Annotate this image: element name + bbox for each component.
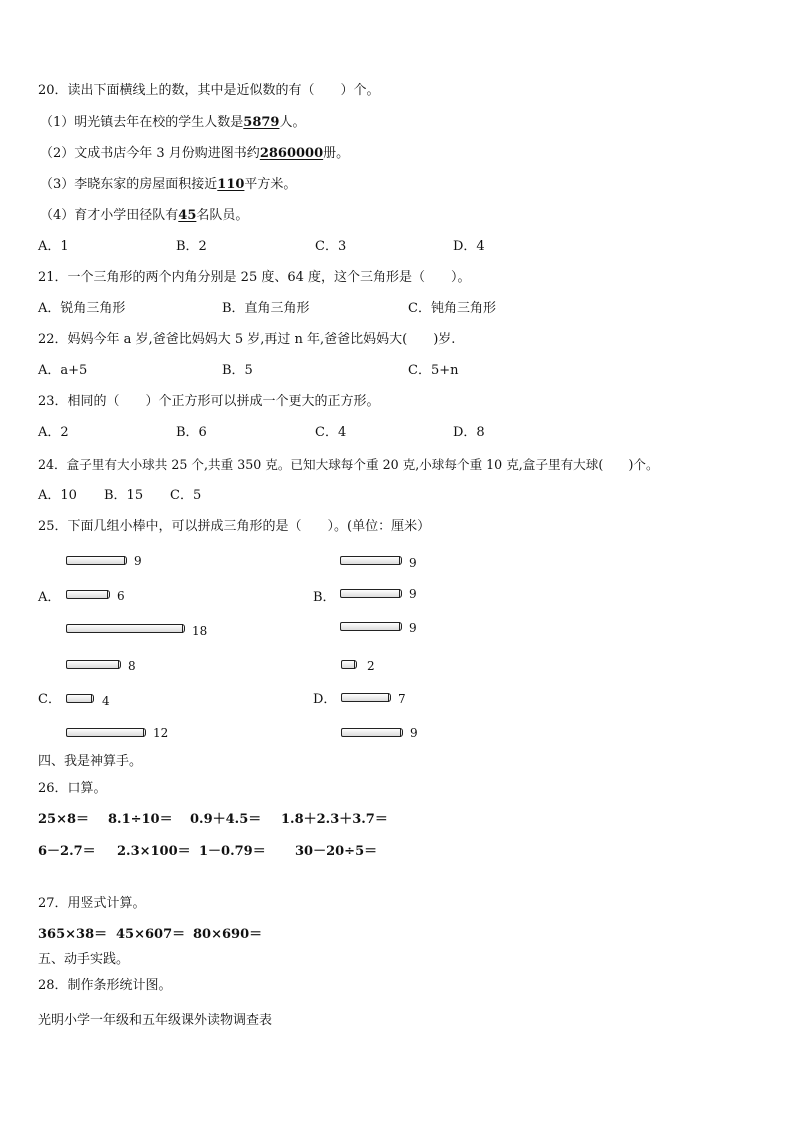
q26-expr-7: 1－0.79＝ (199, 844, 266, 859)
q21-option-b[interactable]: B．直角三角形 (222, 301, 310, 316)
q25-option-c[interactable]: C． (38, 692, 61, 707)
q27-title: 27．用竖式计算。 (38, 896, 146, 911)
q20-option-c[interactable]: C．3 (315, 239, 347, 254)
stick-d-2 (341, 693, 391, 702)
section-5-heading: 五、动手实践。 (38, 952, 130, 967)
underlined-number: 5879 (243, 115, 280, 130)
stick-length: 9 (409, 556, 417, 570)
q26-expr-4: 1.8＋2.3＋3.7＝ (281, 812, 388, 827)
q20-option-d[interactable]: D．4 (453, 239, 485, 254)
stick-b-2 (340, 589, 402, 598)
underlined-number: 110 (217, 177, 245, 192)
table-title: 光明小学一年级和五年级课外读物调查表 (38, 1013, 273, 1028)
q21-option-c[interactable]: C．钝角三角形 (408, 301, 496, 316)
q26-expr-5: 6－2.7＝ (38, 844, 96, 859)
stick-a-1 (66, 556, 127, 565)
section-4-heading: 四、我是神算手。 (38, 754, 143, 769)
stick-a-2 (66, 590, 110, 599)
q26-expr-3: 0.9＋4.5＝ (190, 812, 262, 827)
q23-stem: 23．相同的（ ）个正方形可以拼成一个更大的正方形。 (38, 394, 380, 409)
stick-d-1 (341, 660, 357, 669)
q24-stem: 24．盒子里有大小球共 25 个,共重 350 克。已知大球每个重 20 克,小球每个重 10 克,盒子里有大球( )个。 (38, 457, 659, 472)
stick-length: 9 (410, 726, 418, 740)
stick-c-3 (66, 728, 146, 737)
stick-c-1 (66, 660, 121, 669)
stick-length: 7 (398, 692, 406, 706)
q28-title: 28．制作条形统计图。 (38, 978, 172, 993)
q20-option-a[interactable]: A．1 (38, 239, 69, 254)
q26-expr-1: 25×8＝ (38, 812, 90, 827)
stick-d-3 (341, 728, 403, 737)
q22-option-c[interactable]: C．5+n (408, 363, 459, 378)
q23-option-c[interactable]: C．4 (315, 425, 347, 440)
q26-title: 26．口算。 (38, 781, 107, 796)
q20-option-b[interactable]: B．2 (176, 239, 207, 254)
q24-option-a[interactable]: A．10 (38, 488, 77, 503)
q27-expr-3: 80×690＝ (193, 927, 263, 942)
q22-stem: 22．妈妈今年 a 岁,爸爸比妈妈大 5 岁,再过 n 年,爸爸比妈妈大( )岁. (38, 332, 456, 347)
q26-expr-8: 30－20÷5＝ (295, 844, 378, 859)
q22-option-a[interactable]: A．a+5 (38, 363, 88, 378)
q27-expr-2: 45×607＝ (116, 927, 186, 942)
q25-option-a[interactable]: A． (38, 590, 61, 605)
q23-option-a[interactable]: A．2 (38, 425, 69, 440)
stick-length: 9 (409, 621, 417, 635)
stick-length: 18 (192, 624, 208, 638)
stick-b-3 (340, 622, 402, 631)
q20-item-4: （4）育才小学田径队有45名队员。 (40, 208, 249, 223)
q26-expr-6: 2.3×100＝ (117, 844, 191, 859)
q23-option-b[interactable]: B．6 (176, 425, 207, 440)
q21-stem: 21．一个三角形的两个内角分别是 25 度、64 度，这个三角形是（ ）。 (38, 270, 471, 285)
q24-option-c[interactable]: C．5 (170, 488, 202, 503)
underlined-number: 45 (178, 208, 197, 223)
q25-option-d[interactable]: D． (313, 692, 337, 707)
q22-option-b[interactable]: B．5 (222, 363, 253, 378)
stick-length: 9 (134, 554, 142, 568)
stick-length: 12 (153, 726, 169, 740)
stick-length: 9 (409, 587, 417, 601)
q20-item-1: （1）明光镇去年在校的学生人数是5879人。 (40, 115, 306, 130)
q27-expr-1: 365×38＝ (38, 927, 108, 942)
q21-option-a[interactable]: A．锐角三角形 (38, 301, 126, 316)
underlined-number: 2860000 (259, 146, 324, 161)
q25-option-b[interactable]: B． (313, 590, 336, 605)
q20-item-2: （2）文成书店今年 3 月份购进图书约2860000册。 (40, 146, 350, 161)
q23-option-d[interactable]: D．8 (453, 425, 485, 440)
q25-stem: 25．下面几组小棒中，可以拼成三角形的是（ ）。(单位：厘米） (38, 519, 431, 534)
q20-stem: 20．读出下面横线上的数，其中是近似数的有（ ）个。 (38, 83, 380, 98)
q24-option-b[interactable]: B．15 (104, 488, 144, 503)
stick-length: 4 (102, 694, 110, 708)
stick-length: 6 (117, 589, 125, 603)
stick-length: 2 (367, 659, 375, 673)
q20-item-3: （3）李晓东家的房屋面积接近110平方米。 (40, 177, 297, 192)
stick-c-2 (66, 694, 94, 703)
stick-a-3 (66, 624, 185, 633)
stick-b-1 (340, 556, 402, 565)
stick-length: 8 (128, 659, 136, 673)
q26-expr-2: 8.1÷10＝ (108, 812, 173, 827)
